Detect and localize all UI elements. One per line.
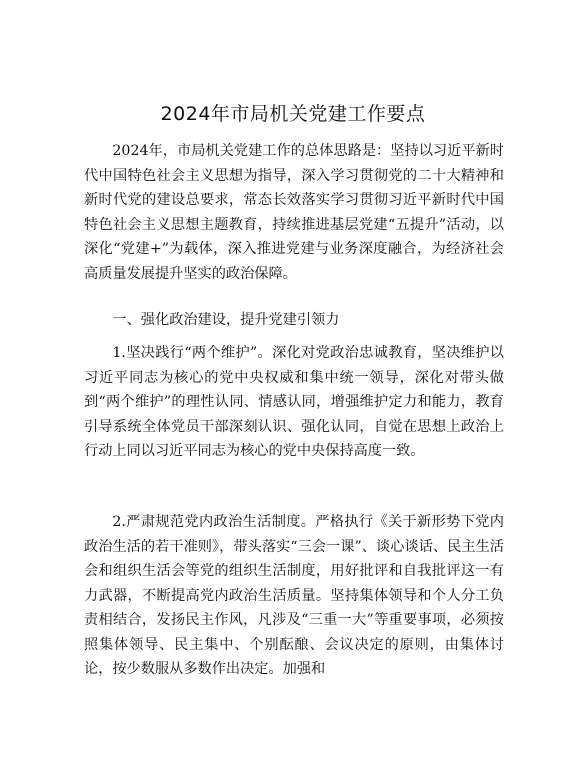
intro-paragraph: 2024年，市局机关党建工作的总体思路是：坚持以习近平新时代中国特色社会主义思想为指导，深入学习贯彻党的二十大精神和新时代党的建设总要求，常态长效落实学习贯彻习近平新时代中国特色社会主义思想主题教育，持续推进基层党建“五提升”活动，以深化“党建+”为载体，深入推进党建与业务深度融合，为经济社会高质量发展提升坚实的政治保障。 xyxy=(84,143,504,282)
document-title: 2024年市局机关党建工作要点 xyxy=(160,103,426,125)
item2-paragraph: 2.严肃规范党内政治生活制度。严格执行《关于新形势下党内政治生活的若干准则》，带头落实“三会一课”、谈心谈话、民主生活会和组织生活会等党的组织生活制度，用好批评和自我批评这一有力武器，不断提高党内政治生活质量。坚持集体领导和个人分工负责相结合，发扬民主作风，凡涉及“三重一大”等重要事项，必须按照集体领导、民主集中、个别酝酿、会议决定的原则，由集体讨论，按少数服从多数作出决定。加强和 xyxy=(84,514,504,677)
section-heading-block xyxy=(84,308,504,333)
item2-paragraph-block xyxy=(84,510,504,682)
item1-paragraph: 1.坚决践行“两个维护”。深化对党政治忠诚教育，坚决维护以习近平同志为核心的党中央权威和集中统一领导，深化对带头做到“两个维护”的理性认同、情感认同，增强维护定力和能力，教育引导系统全体党员干部深刻认识、强化认同，自觉在思想上政治上行动上同以习近平同志为核心的党中央保持高度一致。 xyxy=(84,345,504,459)
intro-paragraph-block xyxy=(84,139,504,286)
section1-heading: 一、强化政治建设，提升党建引领力 xyxy=(112,312,340,328)
item1-paragraph-block xyxy=(84,341,504,464)
